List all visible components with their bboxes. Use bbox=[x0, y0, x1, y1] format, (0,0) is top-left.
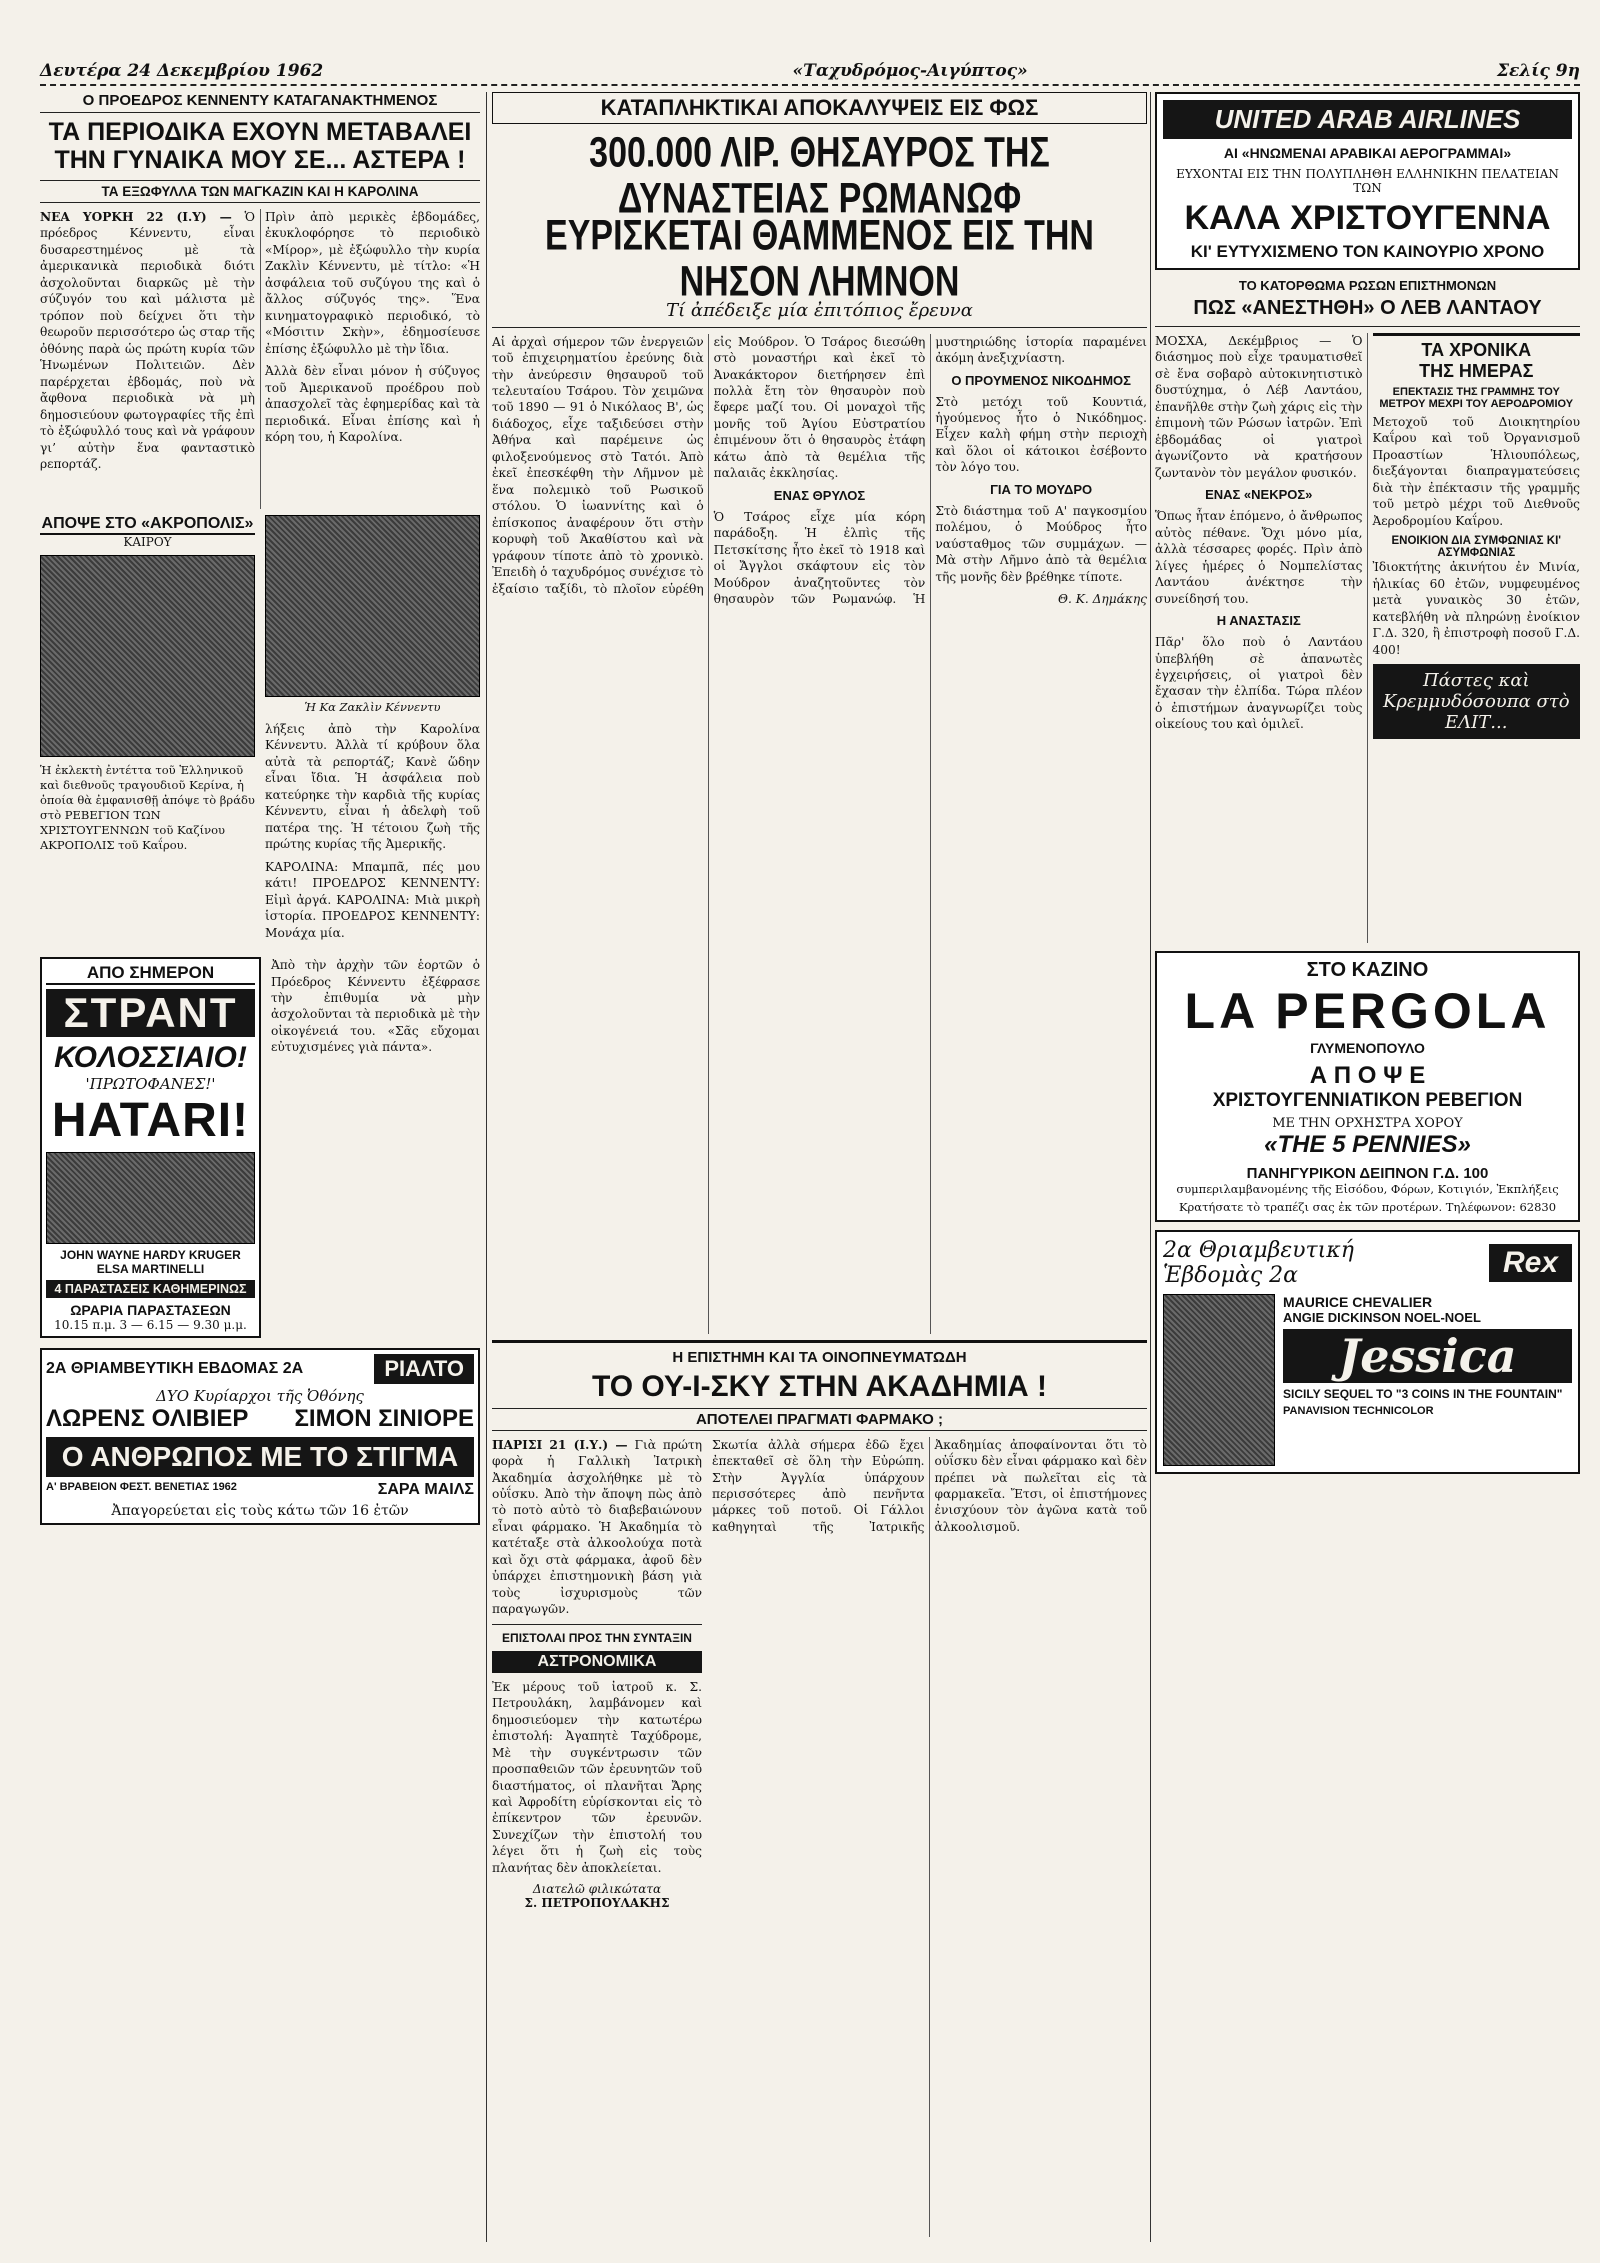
strand-tag: ΚΟΛΟΣΣΙΑΙΟ! bbox=[54, 1041, 247, 1075]
akad-dateline: ΠΑΡΙΣΙ 21 (Ι.Υ.) — bbox=[492, 1437, 628, 1452]
rex-cast-2: ANGIE DICKINSON NOEL-NOEL bbox=[1283, 1310, 1481, 1325]
rex-week: 2α Θριαμβευτική Ἑβδομὰς 2α bbox=[1163, 1238, 1354, 1288]
romanov-headline-2: ΕΥΡΙΣΚΕΤΑΙ ΘΑΜΜΕΝΟΣ ΕΙΣ ΤΗΝ ΝΗΣΟΝ ΛΗΜΝΟΝ bbox=[545, 211, 1094, 306]
jacqueline-kennedy-photo bbox=[265, 515, 480, 697]
rialto-award: Α' ΒΡΑΒΕΙΟΝ ΦΕΣΤ. ΒΕΝΕΤΙΑΣ 1962 bbox=[46, 1481, 237, 1494]
romanov-headline-1: 300.000 ΛΙΡ. ΘΗΣΑΥΡΟΣ ΤΗΣ ΔΥΝΑΣΤΕΙΑΣ ΡΩΜΑΝΩΦ bbox=[589, 128, 1050, 223]
uaa-wish-2: ΚΑΛΑ ΧΡΙΣΤΟΥΓΕΝΝΑ bbox=[1184, 199, 1551, 237]
left-column bbox=[40, 92, 480, 2243]
astro-title: ΑΣΤΡΟΝΟΜΙΚΑ bbox=[492, 1651, 702, 1673]
enoikion-text: Ἰδιοκτήτης ἀκινήτου ἐν Μινία, ἡλικίας 60 ἐτῶν, νυμφευμένος μετὰ γυναικὸς 30 ἐτῶν, κατεβλήθη νὰ πληρώνῃ ἐνοίκιον Γ.Δ. 320, ἢ ἐπιστροφὴ ποσοῦ Γ.Δ. 400! bbox=[1372, 560, 1580, 657]
romanov-story bbox=[492, 334, 1147, 1334]
landau-kicker: ΤΟ ΚΑΤΟΡΘΩΜΑ ΡΩΣΩΝ ΕΠΙΣΤΗΜΟΝΩΝ bbox=[1238, 278, 1497, 293]
xronika-sub: ΕΠΕΚΤΑΣΙΣ ΤΗΣ ΓΡΑΜΜΗΣ ΤΟΥ ΜΕΤΡΟΥ ΜΕΧΡΙ ΤΟΥ ΑΕΡΟΔΡΟΜΙΟΥ bbox=[1379, 386, 1574, 410]
strand-hours: 10.15 π.μ. 3 — 6.15 — 9.30 μ.μ. bbox=[54, 1318, 247, 1333]
kennedy-body-2: Πρὶν ἀπὸ μερικὲς ἑβδομάδες, ἐκυκλοφόρησε τὸ περιοδικὸ «Μίρορ», μὲ ἐξώφυλλο τὴν κυρία Ζακλὶν Κέννεντυ, μὲ τίτλο: «Ἡ ἀσφάλεια τοῦ συζύγου της καὶ ὁ ἄλλος σύζυγός της». Ἕνα κινηματογραφικὸ περιοδικό, τὸ «Μόσιτιν Σκὴν», ἐδημοσίευσε ἐπίσης ἐξώφυλλο μὲ τὴν ἴδια. bbox=[265, 210, 480, 356]
rex-jessica-ad bbox=[1155, 1230, 1580, 1474]
kennedy-body-5: ΚΑΡΟΛΙΝΑ: Μπαμπᾶ, πές μου κάτι! ΠΡΟΕΔΡΟΣ ΚΕΝΝΕΝΤΥ: Εἰμὶ ἀργά. ΚΑΡΟΛΙΝΑ: Μιὰ μικρὴ ἱστορία. ΠΡΟΕΔΡΟΣ ΚΕΝΝΕΝΤΥ: Μονάχα μία. bbox=[265, 859, 480, 940]
pates-ad: Πάστες καὶ Κρεμμυδόσουπα στὸ ΕΛΙΤ... bbox=[1373, 664, 1581, 739]
column-rule bbox=[486, 92, 487, 2242]
rialto-extra: ΣΑΡΑ ΜΑΙΛΣ bbox=[377, 1481, 474, 1499]
romanov-subhead: Τί ἀπέδειξε μία ἐπιτόπιος ἔρευνα bbox=[666, 299, 973, 321]
nekros-heading: ΕΝΑΣ «ΝΕΚΡΟΣ» bbox=[1205, 487, 1313, 503]
rex-tech: PANAVISION TECHNICOLOR bbox=[1283, 1405, 1434, 1417]
masthead-paper: «Ταχυδρόμος-Αιγύπτος» bbox=[792, 61, 1028, 81]
kennedy-body-6: Ἀπὸ τὴν ἀρχὴν τῶν ἑορτῶν ὁ Πρόεδρος Κέννεντυ ἐξέφρασε τὴν ἐπιθυμία νὰ μὴν ἀσχολοῦνται τὰ περιοδικὰ μὲ τὴν οἰκογένειά του. «Σᾶς εὔχομαι εὐτυχισμένες γιὰ πάντα». bbox=[271, 958, 480, 1055]
strand-name: ΣΤΡΑΝΤ bbox=[46, 989, 255, 1037]
rex-cinema: Rex bbox=[1489, 1244, 1572, 1282]
rialto-film: Ο ΑΝΘΡΩΠΟΣ ΜΕ ΤΟ ΣΤΙΓΜΑ bbox=[46, 1437, 474, 1477]
romanov-banner: ΚΑΤΑΠΛΗΚΤΙΚΑΙ ΑΠΟΚΑΛΥΨΕΙΣ ΕΙΣ ΦΩΣ bbox=[492, 92, 1147, 124]
rialto-week: 2Α ΘΡΙΑΜΒΕΥΤΙΚΗ ΕΒΔΟΜΑΣ 2Α bbox=[46, 1360, 304, 1378]
ygoumenos-text: Στὸ μετόχι τοῦ Κουντιά, ἡγούμενος ἦτο ὁ Νικόδημος. Εἶχεν καλὴ φήμη στὴν περιοχὴ καὶ ὅλοι οἱ κάτοικοι ἐσέβοντο τὸν λόγο του. bbox=[935, 394, 1147, 475]
kennedy-headline-1: ΤΑ ΠΕΡΙΟΔΙΚΑ ΕΧΟΥΝ ΜΕΤΑΒΑΛΕΙ bbox=[48, 118, 472, 146]
xronika-text: Μετοχοῦ τοῦ Διοικητηρίου Καΐρου καὶ τοῦ Ὀργανισμοῦ Προαστίων Ἡλιουπόλεως, διεξάγονται διαπραγματεύσεις διὰ τὴν ἐπέκτασιν τῆς γραμμῆς τοῦ μετρὸ μέχρι τοῦ Διεθνοῦς Ἀεροδρομίου Καΐρου. bbox=[1372, 415, 1580, 528]
uaa-wish-1: ΕΥΧΟΝΤΑΙ ΕΙΣ ΤΗΝ ΠΟΛΥΠΛΗΘΗ ΕΛΛΗΝΙΚΗΝ ΠΕΛΑΤΕΙΑΝ ΤΩΝ bbox=[1176, 167, 1559, 195]
kennedy-kicker: Ο ΠΡΟΕΔΡΟΣ ΚΕΝΝΕΝΤΥ ΚΑΤΑΓΑΝΑΚΤΗΜΕΝΟΣ bbox=[40, 92, 480, 113]
united-arab-airlines-ad bbox=[1155, 92, 1580, 270]
akad-text: Γιὰ πρώτη φορὰ ἡ Γαλλικὴ Ἰατρικὴ Ἀκαδημία ἀσχολήθηκε μὲ τὸ οὐΐσκυ. Ἀπὸ τὴν ἄποψη πὼς ἀπὸ τὸ ποτὸ αὐτὸ τὸ διαβεβαιώνουν εἶναι φάρμακο. Ἡ Ἀκαδημία τὸ κατέταξε στὰ ἀλκοολούχα ποτὰ καὶ ὄχι στὰ φάρμακα, ἀφοῦ δὲν ὑπάρχει ἐπιστημονικὴ βάση γιὰ τοὺς ἰσχυρισμοὺς τῶν παραγωγῶν. bbox=[492, 1437, 703, 1617]
pergola-top: ΣΤΟ ΚΑΖΙΝΟ bbox=[1306, 959, 1429, 981]
kennedy-story bbox=[40, 209, 480, 509]
pergola-event: ΧΡΙΣΤΟΥΓΕΝΝΙΑΤΙΚΟΝ ΡΕΒΕΓΙΟΝ bbox=[1212, 1090, 1523, 1111]
right-column bbox=[1155, 92, 1580, 2243]
rialto-actor-2: ΣΙΜΟΝ ΣΙΝΙΟΡΕ bbox=[294, 1405, 474, 1433]
pergola-dinner: ΠΑΝΗΓΥΡΙΚΟΝ ΔΕΙΠΝΟΝ Γ.Δ. 100 bbox=[1246, 1165, 1489, 1182]
astro-sign-1: Διατελῶ φιλικώτατα bbox=[532, 1882, 662, 1897]
column-rule bbox=[1150, 92, 1151, 2242]
jessica-artwork bbox=[1163, 1294, 1275, 1466]
rex-film: Jessica bbox=[1283, 1329, 1572, 1383]
enoikion-title: ΕΝΟΙΚΙΟΝ ΔΙΑ ΣΥΜΦΩΝΙΑΣ ΚΙ' ΑΣΥΜΦΩΝΙΑΣ bbox=[1391, 535, 1562, 560]
anastasis-heading: Η ΑΝΑΣΤΑΣΙΣ bbox=[1216, 613, 1301, 629]
uaa-wish-3: ΚΙ' ΕΥΤΥΧΙΣΜΕΝΟ ΤΟΝ ΚΑΙΝΟΥΡΙΟ ΧΡΟΝΟ bbox=[1190, 242, 1545, 261]
strand-tag-2: 'ΠΡΩΤΟΦΑΝΕΣ!' bbox=[85, 1075, 216, 1094]
pergola-orchestra: ΜΕ ΤΗΝ ΟΡΧΗΣΤΡΑ ΧΟΡΟΥ bbox=[1272, 1116, 1463, 1131]
masthead-page: Σελίς 9η bbox=[1497, 61, 1580, 81]
acropolis-caption: Ἡ ἐκλεκτὴ ἐντέττα τοῦ Ἑλληνικοῦ καὶ διεθνοῦς τραγουδιοῦ Κερίνα, ἡ ὁποία θὰ ἐμφανισθῇ ἀπόψε τὸ βράδυ στὸ ΡΕΒΕΓΙΟΝ ΤΩΝ ΧΡΙΣΤΟΥΓΕΝΝΩΝ τοῦ Καζίνου ΑΚΡΟΠΟΛΙΣ τοῦ Καΐρου. bbox=[40, 763, 255, 852]
xronika-title-1: ΤΑ ΧΡΟΝΙΚΑ bbox=[1373, 333, 1581, 361]
strand-film: HATARI! bbox=[51, 1094, 250, 1148]
strand-cast: JOHN WAYNE HARDY KRUGER ELSA MARTINELLI bbox=[60, 1248, 241, 1277]
middle-column bbox=[492, 92, 1147, 2243]
kennedy-body-4: λήξεις ἀπὸ τὴν Καρολίνα Κέννεντυ. Ἀλλὰ τί κρύβουν ὅλα αὐτὰ τὰ ρεπορτάζ; Κανὲ ὥδην εἶναι ἴδια. Ἡ ἀσφάλεια ποὺ κατεύρηκε τὴν καρδιὰ τῆς κυρίας Κέννεντυ, εἶναι ἡ ἀδελφὴ τοῦ πατέρα της. Ἡ τέτοιου ζωὴ τῆς πρώτης κυρίας τῆς Ἀμερικῆς. bbox=[265, 721, 480, 852]
masthead-date: Δευτέρα 24 Δεκεμβρίου 1962 bbox=[40, 61, 324, 81]
uaa-greek: ΑΙ «ΗΝΩΜΕΝΑΙ ΑΡΑΒΙΚΑΙ ΑΕΡΟΓΡΑΜΜΑΙ» bbox=[1223, 145, 1512, 161]
akad-headline: ΤΟ ΟΥ-Ι-ΣΚΥ ΣΤΗΝ ΑΚΑΔΗΜΙΑ ! bbox=[591, 1369, 1048, 1403]
rialto-actor-1: ΛΩΡΕΝΣ ΟΛΙΒΙΕΡ bbox=[46, 1405, 249, 1433]
kennedy-subhead: ΤΑ ΕΞΩΦΥΛΛΑ ΤΩΝ ΜΑΓΚΑΖΙΝ ΚΑΙ Η ΚΑΡΟΛΙΝΑ bbox=[40, 180, 480, 203]
uaa-name: UNITED ARAB AIRLINES bbox=[1163, 100, 1572, 139]
astro-sign-2: Σ. ΠΕΤΡΟΠΟΥΛΑΚΗΣ bbox=[524, 1896, 670, 1911]
pergola-band: «THE 5 PENNIES» bbox=[1264, 1131, 1471, 1158]
ygoumenos-heading: Ο ΠΡΟΥΜΕΝΟΣ ΝΙΚΟΔΗΜΟΣ bbox=[951, 372, 1131, 388]
akad-kicker: Η ΕΠΙΣΤΗΜΗ ΚΑΙ ΤΑ ΟΙΝΟΠΝΕΥΜΑΤΩΔΗ bbox=[672, 1348, 967, 1366]
hatari-artwork bbox=[46, 1152, 255, 1244]
singer-photo bbox=[40, 555, 255, 757]
thrylos-text: Ὁ Τσάρος εἶχε μία κόρη παράδοξη. Ἡ ἐλπὶς τῆς Πετσκίτσης ἦτο ἐκεῖ τὸ 1918 καὶ οἱ Ἄγγλοι σκάφτουν εἰς τὸν Μούδρον ἀναζητοῦντες τὸν θησαυρὸν τῶν Ρωμανώφ. Ἡ μυστηριώδης ἱστορία παραμένει ἀκόμη ἀνεξιχνίαστη. bbox=[713, 334, 1147, 607]
landau-story bbox=[1155, 333, 1580, 943]
romanov-story-text: Αἱ ἀρχαὶ σήμερον τῶν ἐνεργειῶν τοῦ ἐπιχειρηματίου ἐρεύνης διὰ τὴν ἀνεύρεσιν θησαυροῦ τοῦ τελευταίου Τσάρου. Τὸν χειμῶνα τοῦ 1890 — 91 ὁ Νικόλαος Β', ὡς διάδοχος, εἶχε ταξιδεύσει στὴν Ἀθήνα καὶ παρέμεινε ὡς φιλοξενούμενος στὸ Τατόι. Ἀπὸ ἐκεῖ ἐπεσκέφθη τὴν Λῆμνον μὲ ἕνα πολεμικὸ τοῦ Ρωσικοῦ στόλου. Ὁ ἰωαννίτης καὶ ὁ ἐπίσκοπος ἀναφέρουν ὅτι στὴν κορυφὴ τοῦ Ἀκαθίστου καὶ νὰ γράφουν τίποτε ἀπὸ τὸ χρονικὸ. Ἐπειδὴ ὁ ταχυδρόμος συνέχισε τὸ ἐξαίσιο ταξίδι, τὸ πλοῖον εὑρέθη εἰς Μούδρον. Ὁ Τσάρος διεσώθη στὸ μοναστήρι καὶ ἐκεῖ τὸ Ἀνακάκτορον διετήρησεν ἐπὶ πολλὰ ἔτη τὸν θησαυρὸν ποὺ ἔφερε μαζί του. Οἱ μοναχοὶ τῆς μονῆς τοῦ Ἁγίου Εὐστρατίου ἐπιμένουν ὅτι ὁ θησαυρὸς ἐτάφη κάτω ἀπὸ τὰ θεμέλια τῆς παλαιᾶς ἐκκλησίας. bbox=[492, 334, 926, 596]
epistolai-heading: ΕΠΙΣΤΟΛΑΙ ΠΡΟΣ ΤΗΝ ΣΥΝΤΑΞΙΝ bbox=[502, 1630, 692, 1645]
acropolis-sub: ΚΑΙΡΟΥ bbox=[123, 535, 172, 549]
pergola-place: ΓΛΥΜΕΝΟΠΟΥΛΟ bbox=[1310, 1040, 1425, 1056]
landau-headline: ΠΩΣ «ΑΝΕΣΤΗΘΗ» Ο ΛΕΒ ΛΑΝΤΑΟΥ bbox=[1193, 297, 1542, 319]
strand-header: ΑΠΟ ΣΗΜΕΡΟΝ bbox=[46, 963, 255, 985]
romanov-author: Θ. Κ. Δημάκης bbox=[1058, 592, 1147, 607]
moudros-text: Στὸ διάστημα τοῦ Α' παγκοσμίου πολέμου, ὁ Μούδρος ἦτο ναύσταθμος τῶν συμμάχων. — Μὰ στὴν Λῆμνο ἀπὸ τὰ θεμέλια τῆς μονῆς δὲν βρέθηκε τίποτε. bbox=[935, 503, 1147, 584]
rialto-cinema-ad bbox=[40, 1348, 480, 1525]
acropolis-title: ΑΠΟΨΕ ΣΤΟ «ΑΚΡΟΠΟΛΙΣ» bbox=[40, 515, 255, 535]
la-pergola-ad bbox=[1155, 951, 1580, 1222]
moudros-heading: ΓΙΑ ΤΟ ΜΟΥΔΡΟ bbox=[990, 481, 1093, 497]
pergola-tel: Κρατήσατε τὸ τραπέζι σας ἐκ τῶν προτέρων. Τηλέφωνον: 62830 bbox=[1178, 1200, 1557, 1214]
jacqueline-photo-caption: Ἡ Κα Ζακλὶν Κέννεντυ bbox=[304, 700, 441, 714]
rialto-line-1: ΔΥΟ Κυρίαρχοι τῆς Ὀθόνης bbox=[156, 1387, 364, 1406]
rex-sequel: SICILY SEQUEL TO "3 COINS IN THE FOUNTAIN" bbox=[1283, 1387, 1563, 1401]
rialto-notice: Ἀπαγορεύεται εἰς τοὺς κάτω τῶν 16 ἐτῶν bbox=[111, 1503, 409, 1520]
xronika-title-2: ΤΗΣ ΗΜΕΡΑΣ bbox=[1419, 361, 1534, 381]
pergola-name: LA PERGOLA bbox=[1184, 983, 1551, 1039]
rex-cast-1: MAURICE CHEVALIER bbox=[1283, 1294, 1433, 1310]
strand-hours-title: ΩΡΑΡΙΑ ΠΑΡΑΣΤΑΣΕΩΝ bbox=[70, 1302, 231, 1319]
kennedy-headline-2: ΤΗΝ ΓΥΝΑΙΚΑ ΜΟΥ ΣΕ... ΑΣΤΕΡΑ ! bbox=[54, 145, 466, 174]
landau-text: ΜΟΣΧΑ, Δεκέμβριος — Ὁ διάσημος ποὺ εἶχε τραυματισθεῖ σὲ ἕνα σοβαρὸ αὐτοκινητιστικὸ δυστύχημα, ὁ Λέβ Λαντάου, ἐπανῆλθε στὴν ζωὴ χάρις εἰς τὴν ἐπιμονὴ τῶν Ρώσων ἰατρῶν. Ἐπὶ ἑβδομάδας οἱ γιατροὶ ἀγωνίζοντο νὰ κρατήσουν ζωντανὸν τὸν μεγάλον φυσικόν. bbox=[1155, 334, 1363, 480]
kennedy-body-1: Ὁ πρόεδρος Κέννεντυ, εἶναι δυσαρεστημένος μὲ τὰ ἀμερικανικὰ περιοδικὰ διότι ἀσχολοῦνται διαρκῶς μὲ τὴν σύζυγόν του καὶ μάλιστα μὲ τρόπον ποὺ δείχνει ὅτι τὴν θεωροῦν περισσότερο ὡς σταρ τῆς ὀθόνης παρὰ ὡς πρώτη κυρία τῶν Ἡνωμένων Πολιτειῶν. Δὲν παρέρχεται ἑβδομάς, ποὺ νὰ ἄφθονα περιοδικὰ νὰ μὴ δημοσιεύουν φωτογραφίες τῆς ἐπὶ τὸ ἐξώφυλλό τους καὶ νὰ γράφουν γι’ αὐτὴν ἕνα φανταστικὸ ρεπορτάζ. bbox=[40, 210, 255, 472]
strand-shows: 4 ΠΑΡΑΣΤΑΣΕΙΣ ΚΑΘΗΜΕΡΙΝΩΣ bbox=[46, 1280, 255, 1298]
rialto-name: ΡΙΑΛΤΟ bbox=[374, 1354, 474, 1384]
kennedy-dateline: ΝΕΑ ΥΟΡΚΗ 22 (Ι.Υ) — bbox=[40, 210, 232, 224]
astro-text: Ἐκ μέρους τοῦ ἰατροῦ κ. Σ. Πετρουλάκη, λαμβάνομεν καὶ δημοσιεύομεν τὴν κατωτέρω ἐπιστολή: Ἀγαπητὲ Ταχύδρομε, Μὲ τὴν συγκέντρωσιν τῶν προσπαθειῶν τῶν ἐρευνητῶν τοῦ διαστήματος, οἱ πλανῆται Ἄρης καὶ Ἀφροδίτη εὑρίσκονται εἰς τὸ ἐπίκεντρον τῶν ἐρευνῶν. Συνεχίζων τὴν ἐπιστολή του λέγει ὅτι ἡ ζωὴ εἰς τοὺς πλανήτας δὲν ἀποκλείεται. bbox=[492, 1679, 702, 1875]
kennedy-body-3: Ἀλλὰ δὲν εἶναι μόνον ἡ σύζυγος τοῦ Ἀμερικανοῦ προέδρου ποὺ ἀπασχολεῖ τὰς ἐφημερίδας καὶ τὰ περιοδικά. Εἶναι ἐπίσης καὶ ἡ κόρη του, ἡ Καρολίνα. bbox=[265, 364, 480, 445]
pergola-note: συμπεριλαμβανομένης τῆς Εἰσόδου, Φόρων, Κοτιγιόν, Ἐκπλήξεις bbox=[1176, 1182, 1559, 1196]
pergola-apopse: Α Π Ο Ψ Ε bbox=[1309, 1062, 1426, 1089]
masthead bbox=[40, 58, 1580, 86]
akad-subhead: ΑΠΟΤΕΛΕΙ ΠΡΑΓΜΑΤΙ ΦΑΡΜΑΚΟ ; bbox=[492, 1408, 1147, 1431]
thrylos-heading: ΕΝΑΣ ΘΡΥΛΟΣ bbox=[773, 487, 866, 503]
nekros-text: Ὅπως ἦταν ἑπόμενο, ὁ ἄνθρωπος αὐτὸς πέθανε. Ὄχι μόνο μία, ἀλλὰ τέσσαρες φορές. Πρὶν ἀπὸ λίγες ἡμέρες ὁ Νομπελίστας Λαντάου ἀνέκτησε τὴν συνείδησή του. bbox=[1155, 509, 1363, 606]
strand-cinema-ad bbox=[40, 957, 261, 1338]
anastasis-text: Πᾶρ' ὅλο ποὺ ὁ Λαντάου ὑπεβλήθη σὲ ἀπανωτὲς ἐγχειρήσεις, οἱ γιατροὶ δὲν ἔχασαν τὴν ἐλπίδα. Τώρα πλέον ὁ ἐπιστήμων ἀναγνωρίζει τοὺς οἰκείους του καὶ ὁμιλεῖ. bbox=[1155, 635, 1363, 732]
akad-text-2: Σκωτία ἀλλὰ σήμερα ἐδῶ ἔχει ἐπεκταθεῖ σὲ ὅλη τὴν Εὐρώπη. Στὴν Ἀγγλία ὑπάρχουν περισσότερες ἀπὸ πενῆντα μάρκες τοῦ ποτοῦ. Οἱ Γάλλοι καθηγηταὶ τῆς Ἰατρικῆς Ἀκαδημίας ἀποφαίνονται ὅτι τὸ οὐΐσκυ δὲν εἶναι φάρμακο καὶ δὲν πρέπει νὰ πωλεῖται εἰς τὰ φαρμακεῖα. Ἔτσι, οἱ ἐπιστήμονες ἐνισχύουν τὸν ἀγῶνα κατὰ τοῦ ἀλκοολισμοῦ. bbox=[712, 1437, 1147, 1534]
